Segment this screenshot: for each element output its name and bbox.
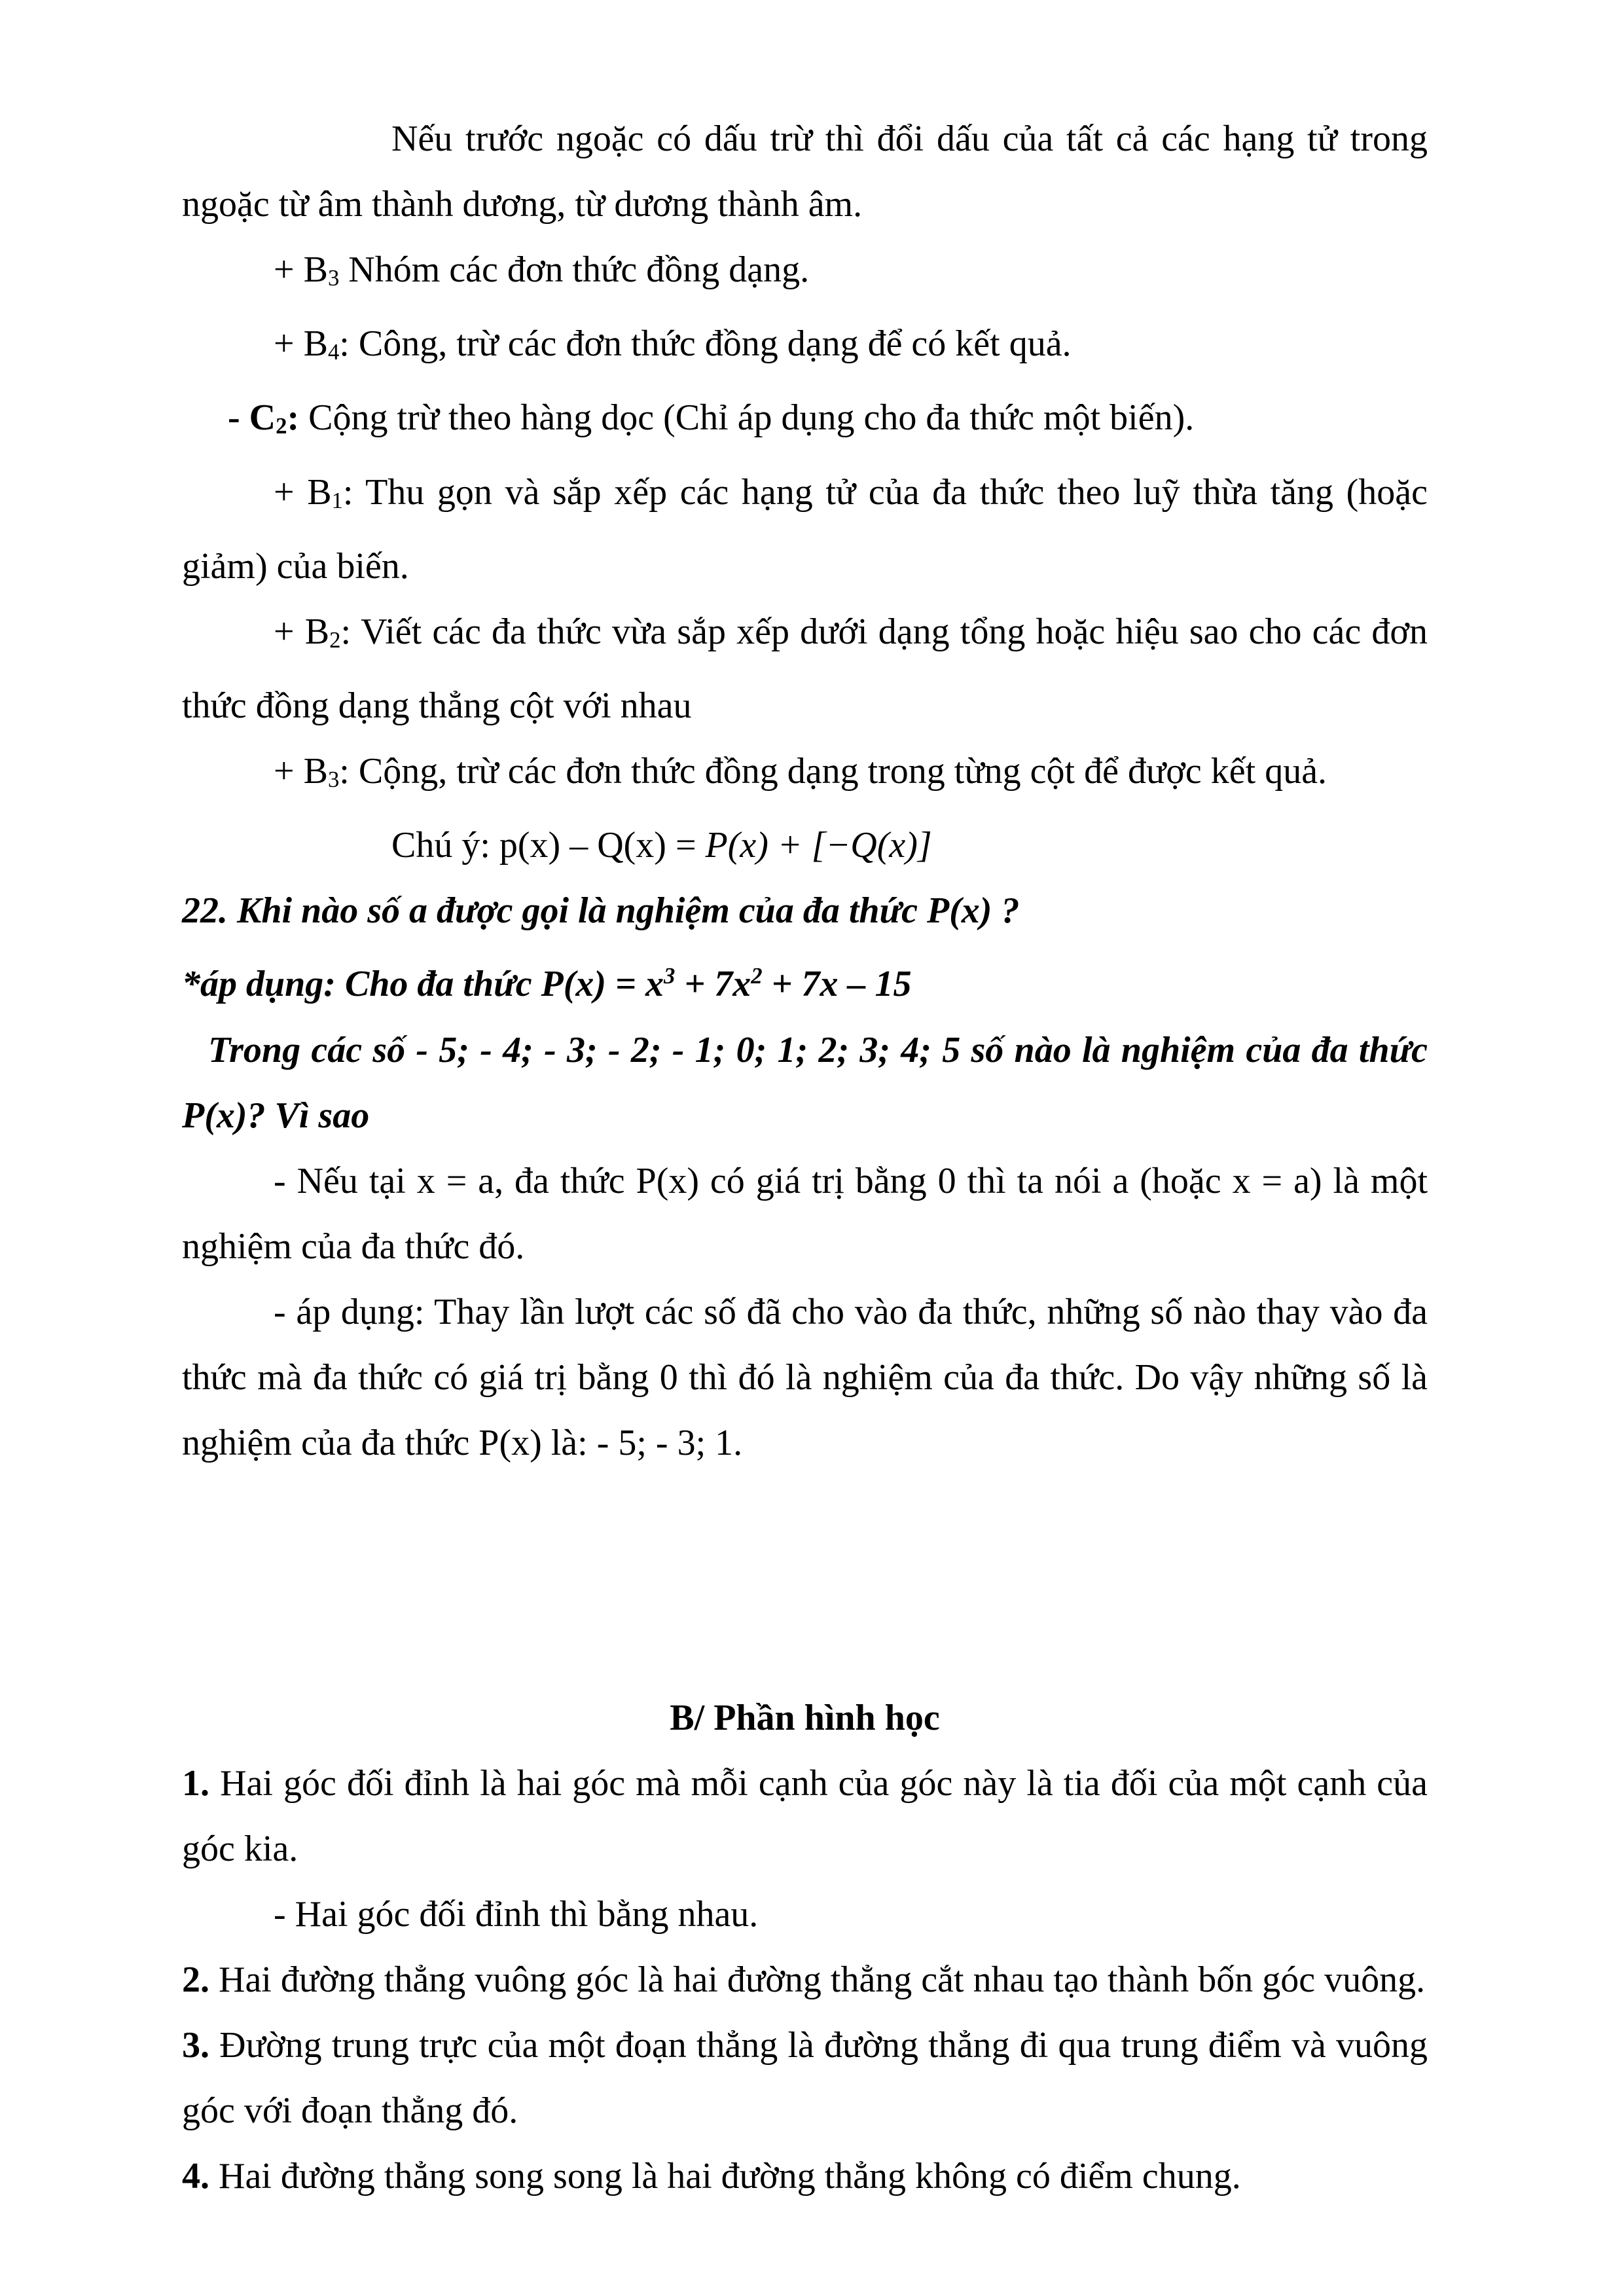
text-segment: x: [889, 825, 906, 866]
para-b4-result: [182, 311, 1428, 385]
para-c2-vertical-method: [182, 385, 1428, 459]
text-segment: Nếu trước ngoặc có dấu trừ thì đổi dấu của tất cả các hạng tử trong ngoặc từ âm thành dương, từ dương thành âm.: [182, 118, 1428, 225]
text-segment: Hai đường thẳng vuông góc là hai đường thẳng cắt nhau tạo thành bốn góc vuông.: [209, 1959, 1426, 2000]
text-segment: )]: [905, 825, 932, 866]
text-segment: *áp dụng: Cho đa thức P(x) = x: [182, 964, 664, 1005]
text-segment: - C: [228, 397, 276, 439]
para-b3-add-columns: [182, 738, 1428, 812]
para-geo-4-parallel-lines: [182, 2143, 1428, 2209]
text-segment: x: [740, 825, 757, 866]
text-segment: + 7x – 15: [762, 964, 912, 1005]
para-b2-write: [182, 599, 1428, 738]
text-segment: 2.: [182, 1959, 209, 2000]
text-segment: : Công, trừ các đơn thức đồng dạng để có kết quả.: [339, 323, 1072, 365]
text-segment: Hai góc đối đỉnh là hai góc mà mỗi cạnh của góc này là tia đối của một cạnh của góc kia.: [182, 1762, 1428, 1869]
text-segment: ) + [−: [756, 825, 851, 866]
text-segment: 4: [327, 339, 340, 365]
text-segment: 2: [276, 413, 287, 439]
para-b1-arrange: [182, 460, 1428, 599]
text-segment: (: [876, 825, 890, 866]
text-segment: + B: [274, 751, 328, 792]
text-segment: Đường trung trực của một đoạn thẳng là đường thẳng đi qua trung điểm và vuông góc với đoạn thẳng đó.: [182, 2024, 1428, 2131]
text-segment: + B: [274, 323, 328, 365]
text-segment: 2: [329, 627, 341, 653]
text-segment: - áp dụng: Thay lần lượt các số đã cho vào đa thức, những số nào thay vào đa thức mà đa thức có giá trị bằng 0 thì đó là nghiệm của đa thức. Do vậy những số là nghiệm của đa thức P(x) là: - 5; - 3; 1.: [182, 1291, 1428, 1463]
text-segment: B/ Phần hình học: [670, 1697, 940, 1738]
para-note-formula: [182, 812, 1428, 878]
text-segment: :: [287, 397, 300, 439]
text-segment: Chú ý: p(x) – Q(x) =: [391, 825, 706, 866]
text-segment: - Hai góc đối đỉnh thì bằng nhau.: [274, 1893, 759, 1935]
text-segment: 3: [327, 767, 340, 793]
text-segment: + B: [274, 249, 328, 290]
document-body: [182, 106, 1428, 2209]
text-segment: P: [705, 825, 728, 866]
para-q22-numbers: [182, 1017, 1428, 1148]
para-q22-question: [182, 878, 1428, 943]
text-segment: 1.: [182, 1762, 209, 1804]
text-segment: - Nếu tại x = a, đa thức P(x) có giá trị bằng 0 thì ta nói a (hoặc x = a) là một nghiệm của đa thức đó.: [182, 1160, 1428, 1267]
text-segment: (: [727, 825, 740, 866]
text-segment: Hai đường thẳng song song là hai đường thẳng không có điểm chung.: [209, 2155, 1241, 2196]
para-q22-apply: [182, 943, 1428, 1017]
text-segment: + 7x: [675, 964, 751, 1005]
text-segment: 2: [751, 963, 763, 989]
para-q22-definition: [182, 1148, 1428, 1279]
text-segment: 4.: [182, 2155, 209, 2196]
text-segment: 3.: [182, 2024, 209, 2066]
para-geo-1-opposite-angles: [182, 1751, 1428, 1882]
text-segment: 1: [331, 487, 343, 513]
heading-geometry-section: [182, 1685, 1428, 1751]
text-segment: + B: [274, 471, 332, 513]
para-rule-sign-change: [182, 106, 1428, 237]
text-segment: 22. Khi nào số a được gọi là nghiệm của đa thức P(x) ?: [182, 890, 1020, 932]
para-geo-3-perpendicular-bisector: [182, 2013, 1428, 2143]
text-segment: Q: [850, 825, 877, 866]
text-segment: : Thu gọn và sắp xếp các hạng tử của đa thức theo luỹ thừa tăng (hoặc giảm) của biến.: [182, 471, 1428, 587]
text-segment: Cộng trừ theo hàng dọc (Chỉ áp dụng cho đa thức một biến).: [299, 397, 1195, 439]
text-segment: 3: [327, 265, 340, 291]
text-segment: Nhóm các đơn thức đồng dạng.: [339, 249, 810, 290]
para-q22-solution: [182, 1279, 1428, 1476]
para-geo-1-note: [182, 1882, 1428, 1947]
text-segment: + B: [274, 611, 330, 652]
text-segment: : Viết các đa thức vừa sắp xếp dưới dạng tổng hoặc hiệu sao cho các đơn thức đồng dạng thẳng cột với nhau: [182, 611, 1428, 727]
para-geo-2-perpendicular-lines: [182, 1947, 1428, 2013]
text-segment: 3: [663, 963, 676, 989]
para-b3-group: [182, 237, 1428, 311]
text-segment: : Cộng, trừ các đơn thức đồng dạng trong từng cột để được kết quả.: [339, 751, 1327, 792]
text-segment: Trong các số - 5; - 4; - 3; - 2; - 1; 0; 1; 2; 3; 4; 5 số nào là nghiệm của đa thức P(x)? Vì sao: [182, 1029, 1428, 1136]
